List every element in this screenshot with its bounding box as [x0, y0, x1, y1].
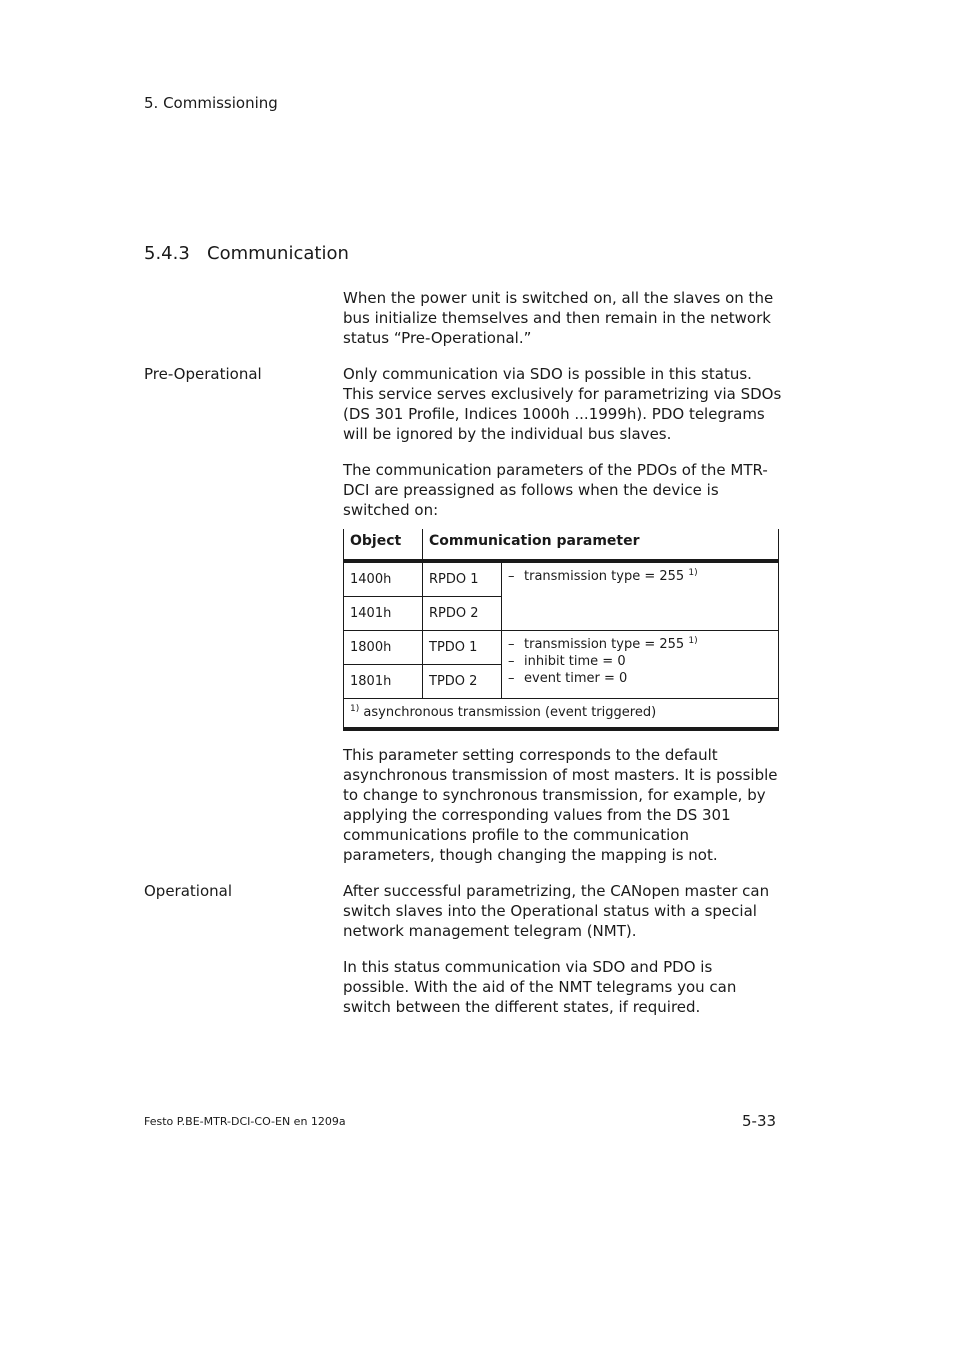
row-pdo: RPDO 1 — [423, 561, 502, 597]
header-object: Object — [344, 529, 423, 561]
footer-document-id: Festo P.BE-MTR-DCI-CO-EN en 1209a — [144, 1115, 346, 1128]
row-pdo: TPDO 2 — [423, 665, 502, 699]
header-communication-parameter: Communication parameter — [423, 529, 779, 561]
after-table-paragraph: This parameter setting corresponds to the default asynchronous transmission of most masters. It is possible to change to synchronous transmission, for example, by applying the corresponding values from the DS 301 communications profile to the communication parameters, though changing the mapping is not. — [343, 746, 778, 864]
row-object: 1401h — [344, 597, 423, 631]
section-number: 5.4.3 — [144, 243, 190, 264]
table-footnote: $^{1)}$ asynchronous transmission (event triggered) — [344, 699, 779, 730]
table-row — [344, 631, 779, 665]
operational-paragraph-2: In this status communication via SDO and PDO is possible. With the aid of the NMT telegrams you can switch between the different states, if required. — [343, 958, 737, 1016]
operational-paragraph-1: After successful parametrizing, the CANopen master can switch slaves into the Operational status with a special network management telegram (NMT). — [343, 882, 770, 940]
communication-parameter-table — [343, 529, 779, 731]
operational-label: Operational — [144, 882, 233, 900]
row-object: 1801h — [344, 665, 423, 699]
section-heading — [144, 243, 349, 264]
pre-operational-paragraph-2: The communication parameters of the PDOs of the MTR-DCI are preassigned as follows when the device is switched on: — [343, 461, 768, 519]
tpdo-parameters: – transmission type = 255 $^{1)}$ – inhibit time = 0 – event timer = 0 — [502, 631, 779, 699]
intro-paragraph: When the power unit is switched on, all the slaves on the bus initialize themselves and then remain in the network status “Pre-Operational.” — [343, 289, 774, 347]
table-header-row — [344, 529, 779, 561]
section-title: Communication — [207, 243, 349, 264]
row-object: 1400h — [344, 561, 423, 597]
pre-operational-paragraph-1: Only communication via SDO is possible in this status. This service serves exclusively for parametrizing via SDOs (DS 301 Profile, Indices 1000h ...1999h). PDO telegrams will be ignored by the individual bus slaves. — [343, 365, 782, 443]
page-number: 5-33 — [742, 1112, 777, 1130]
table-footnote-row — [344, 699, 779, 730]
pre-operational-label: Pre-Operational — [144, 365, 262, 383]
rpdo-parameters: – transmission type = 255 $^{1)}$ — [502, 561, 779, 631]
chapter-header: 5. Commissioning — [144, 94, 278, 112]
row-pdo: RPDO 2 — [423, 597, 502, 631]
row-object: 1800h — [344, 631, 423, 665]
row-pdo: TPDO 1 — [423, 631, 502, 665]
table-row — [344, 561, 779, 597]
